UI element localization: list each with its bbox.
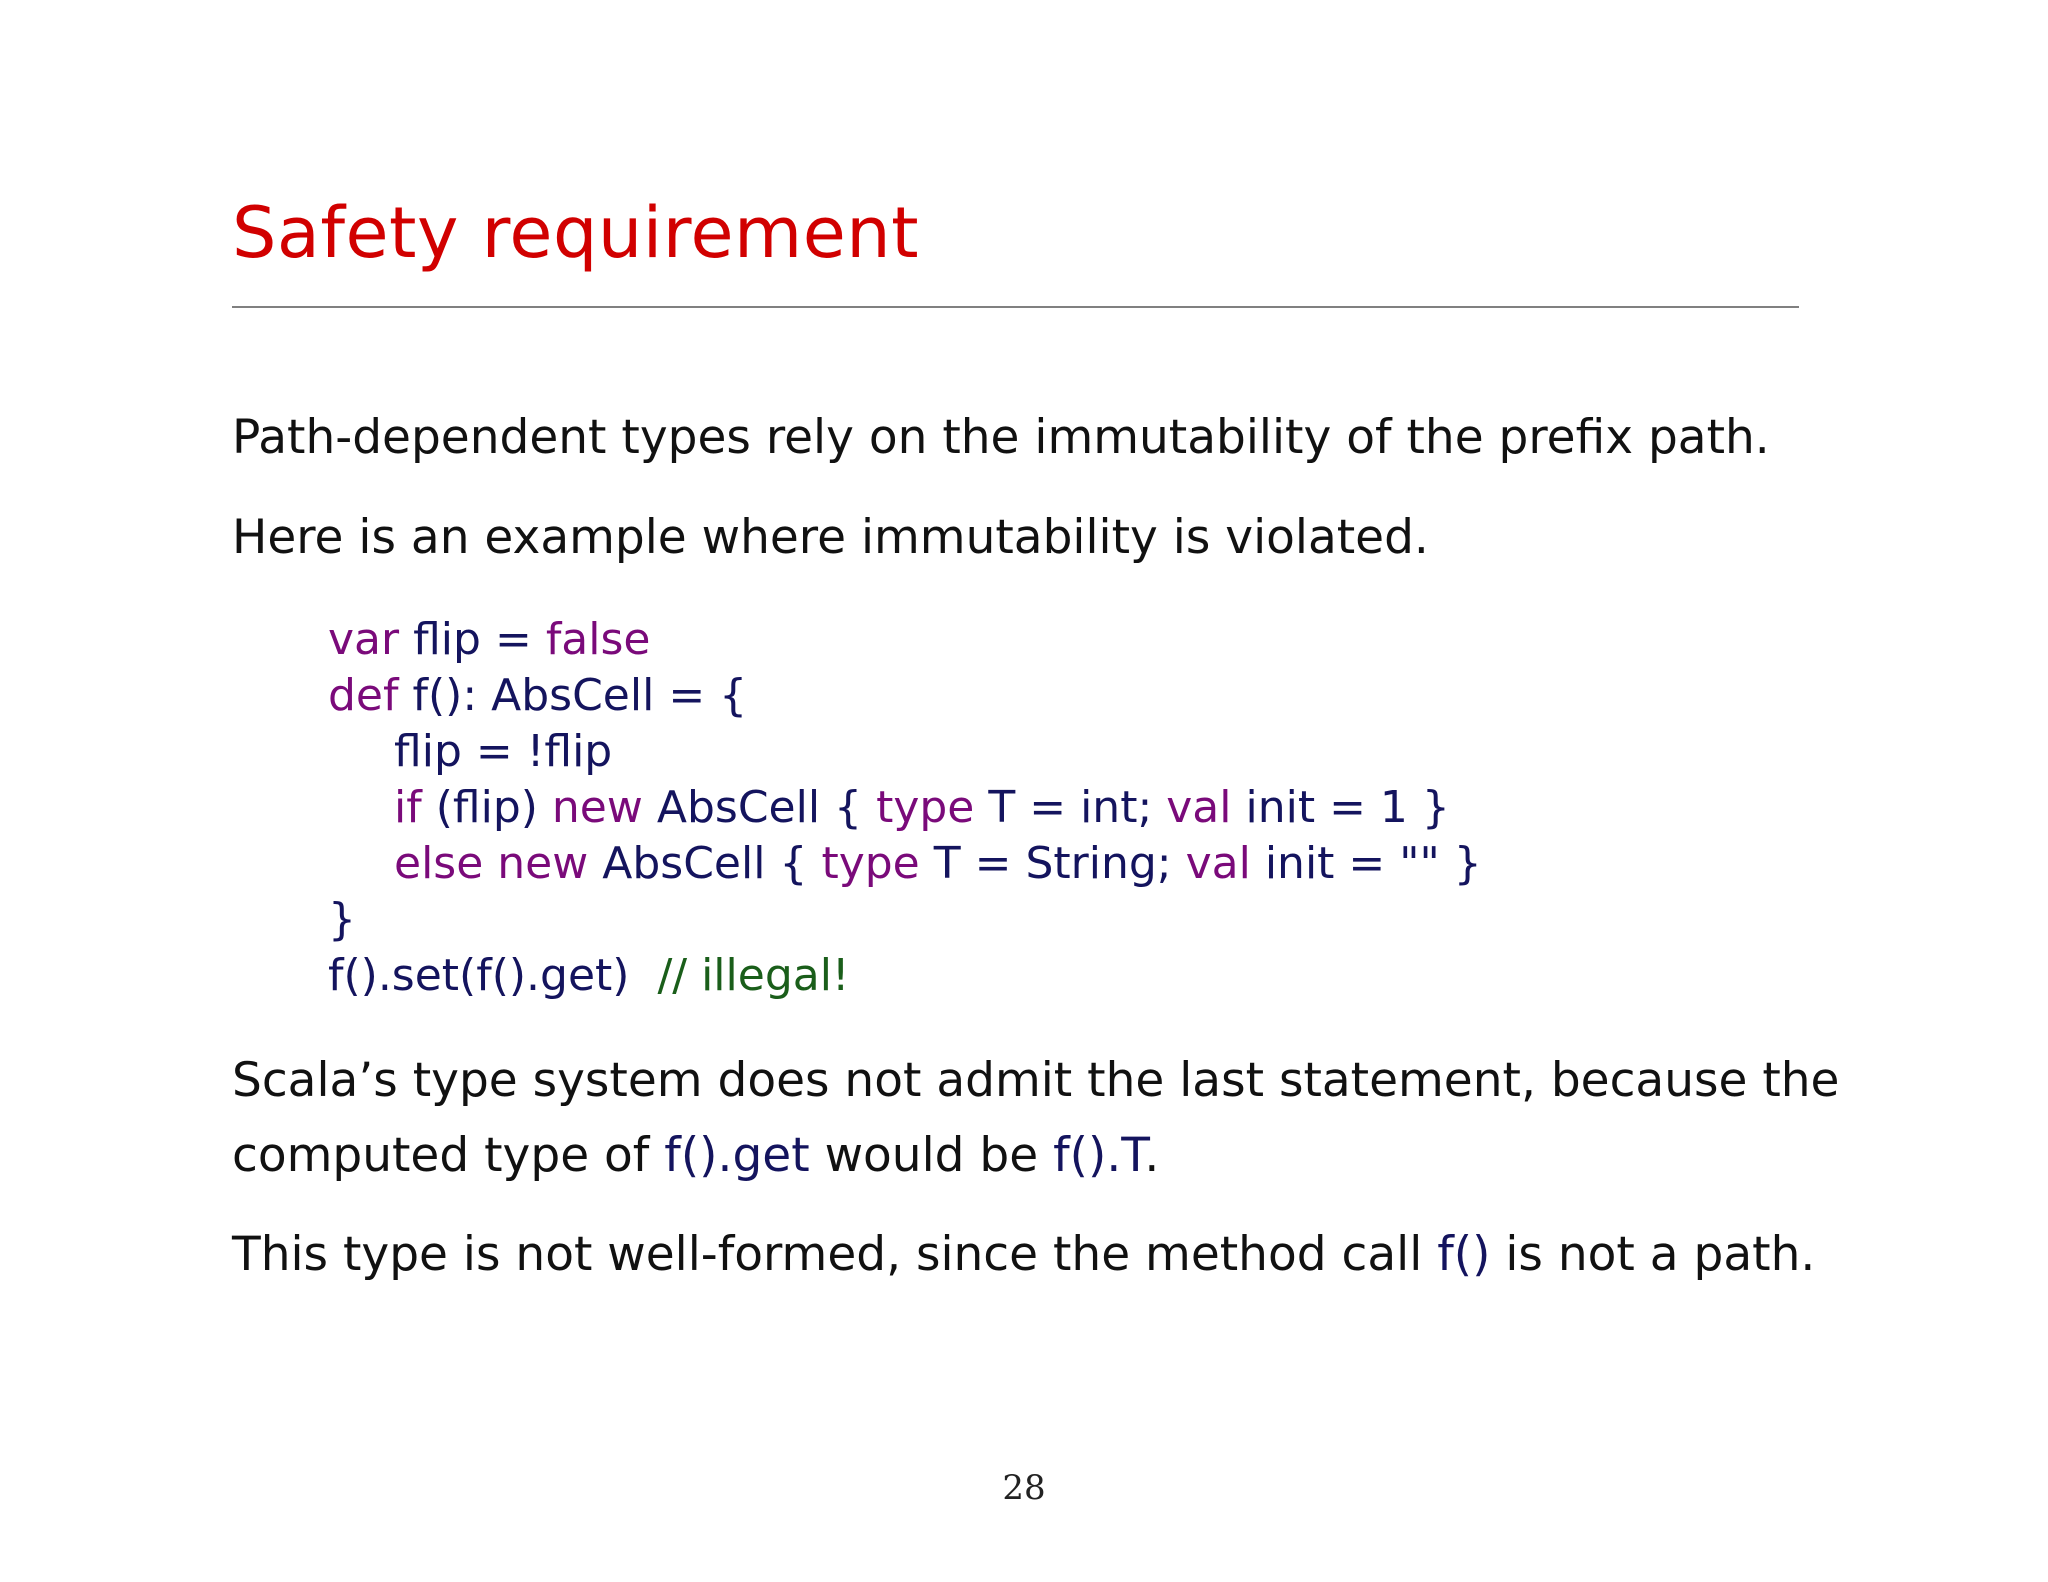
code-operator: = (480, 614, 546, 665)
inline-code: f() (1437, 1227, 1491, 1282)
text-run: computed type of (232, 1128, 665, 1183)
text-run: would be (809, 1128, 1054, 1183)
paragraph-explanation-line-1: Scala’s type system does not admit the last statement, because the (232, 1053, 1840, 1108)
code-line-1 (328, 612, 1482, 668)
code-line-2 (328, 668, 1482, 724)
code-keyword: type (821, 838, 920, 889)
code-keyword: def (328, 670, 399, 721)
paragraph-conclusion (232, 1217, 1815, 1292)
code-keyword: else (394, 838, 484, 889)
inline-code: f().T (1053, 1128, 1145, 1183)
text-run: This type is not well-formed, since the method call (232, 1227, 1438, 1282)
paragraph-example-intro: Here is an example where immutability is violated. (232, 510, 1429, 565)
paragraph-intro: Path-dependent types rely on the immutability of the prefix path. (232, 410, 1770, 465)
code-keyword: val (1185, 838, 1251, 889)
text-run: . (1144, 1128, 1160, 1183)
code-keyword: val (1166, 782, 1232, 833)
code-identifier: AbsCell { (656, 782, 863, 833)
code-keyword: false (545, 614, 651, 665)
code-keyword: type (876, 782, 975, 833)
code-line-3 (328, 724, 1482, 780)
code-identifier: init = 1 } (1245, 782, 1450, 833)
inline-code: f().get (664, 1128, 810, 1183)
text-run: is not a path. (1490, 1227, 1816, 1282)
code-comment: // illegal! (657, 950, 850, 1001)
code-line-7 (328, 948, 1482, 1004)
paragraph-explanation-line-2 (232, 1118, 1839, 1193)
code-brace: } (328, 894, 356, 945)
code-keyword: new (551, 782, 643, 833)
paragraph-explanation (232, 1043, 1839, 1193)
code-identifier: T = int; (988, 782, 1153, 833)
code-identifier: AbsCell { (602, 838, 808, 889)
code-line-6 (328, 892, 1482, 948)
code-identifier: flip (413, 614, 481, 665)
slide-title: Safety requirement (232, 192, 920, 274)
code-identifier: T = String; (933, 838, 1172, 889)
page-number: 28 (1002, 1468, 1046, 1508)
code-keyword: if (394, 782, 422, 833)
code-keyword: new (497, 838, 589, 889)
code-line-4 (328, 780, 1482, 836)
code-keyword: var (328, 614, 400, 665)
code-block (328, 612, 1482, 1004)
code-identifier: init = "" } (1264, 838, 1482, 889)
code-identifier: flip = !flip (394, 726, 613, 777)
code-line-5 (328, 836, 1482, 892)
code-identifier: f().set(f().get) (328, 950, 630, 1001)
code-identifier: f(): AbsCell = { (412, 670, 748, 721)
title-divider (232, 306, 1799, 308)
code-identifier: (flip) (435, 782, 538, 833)
